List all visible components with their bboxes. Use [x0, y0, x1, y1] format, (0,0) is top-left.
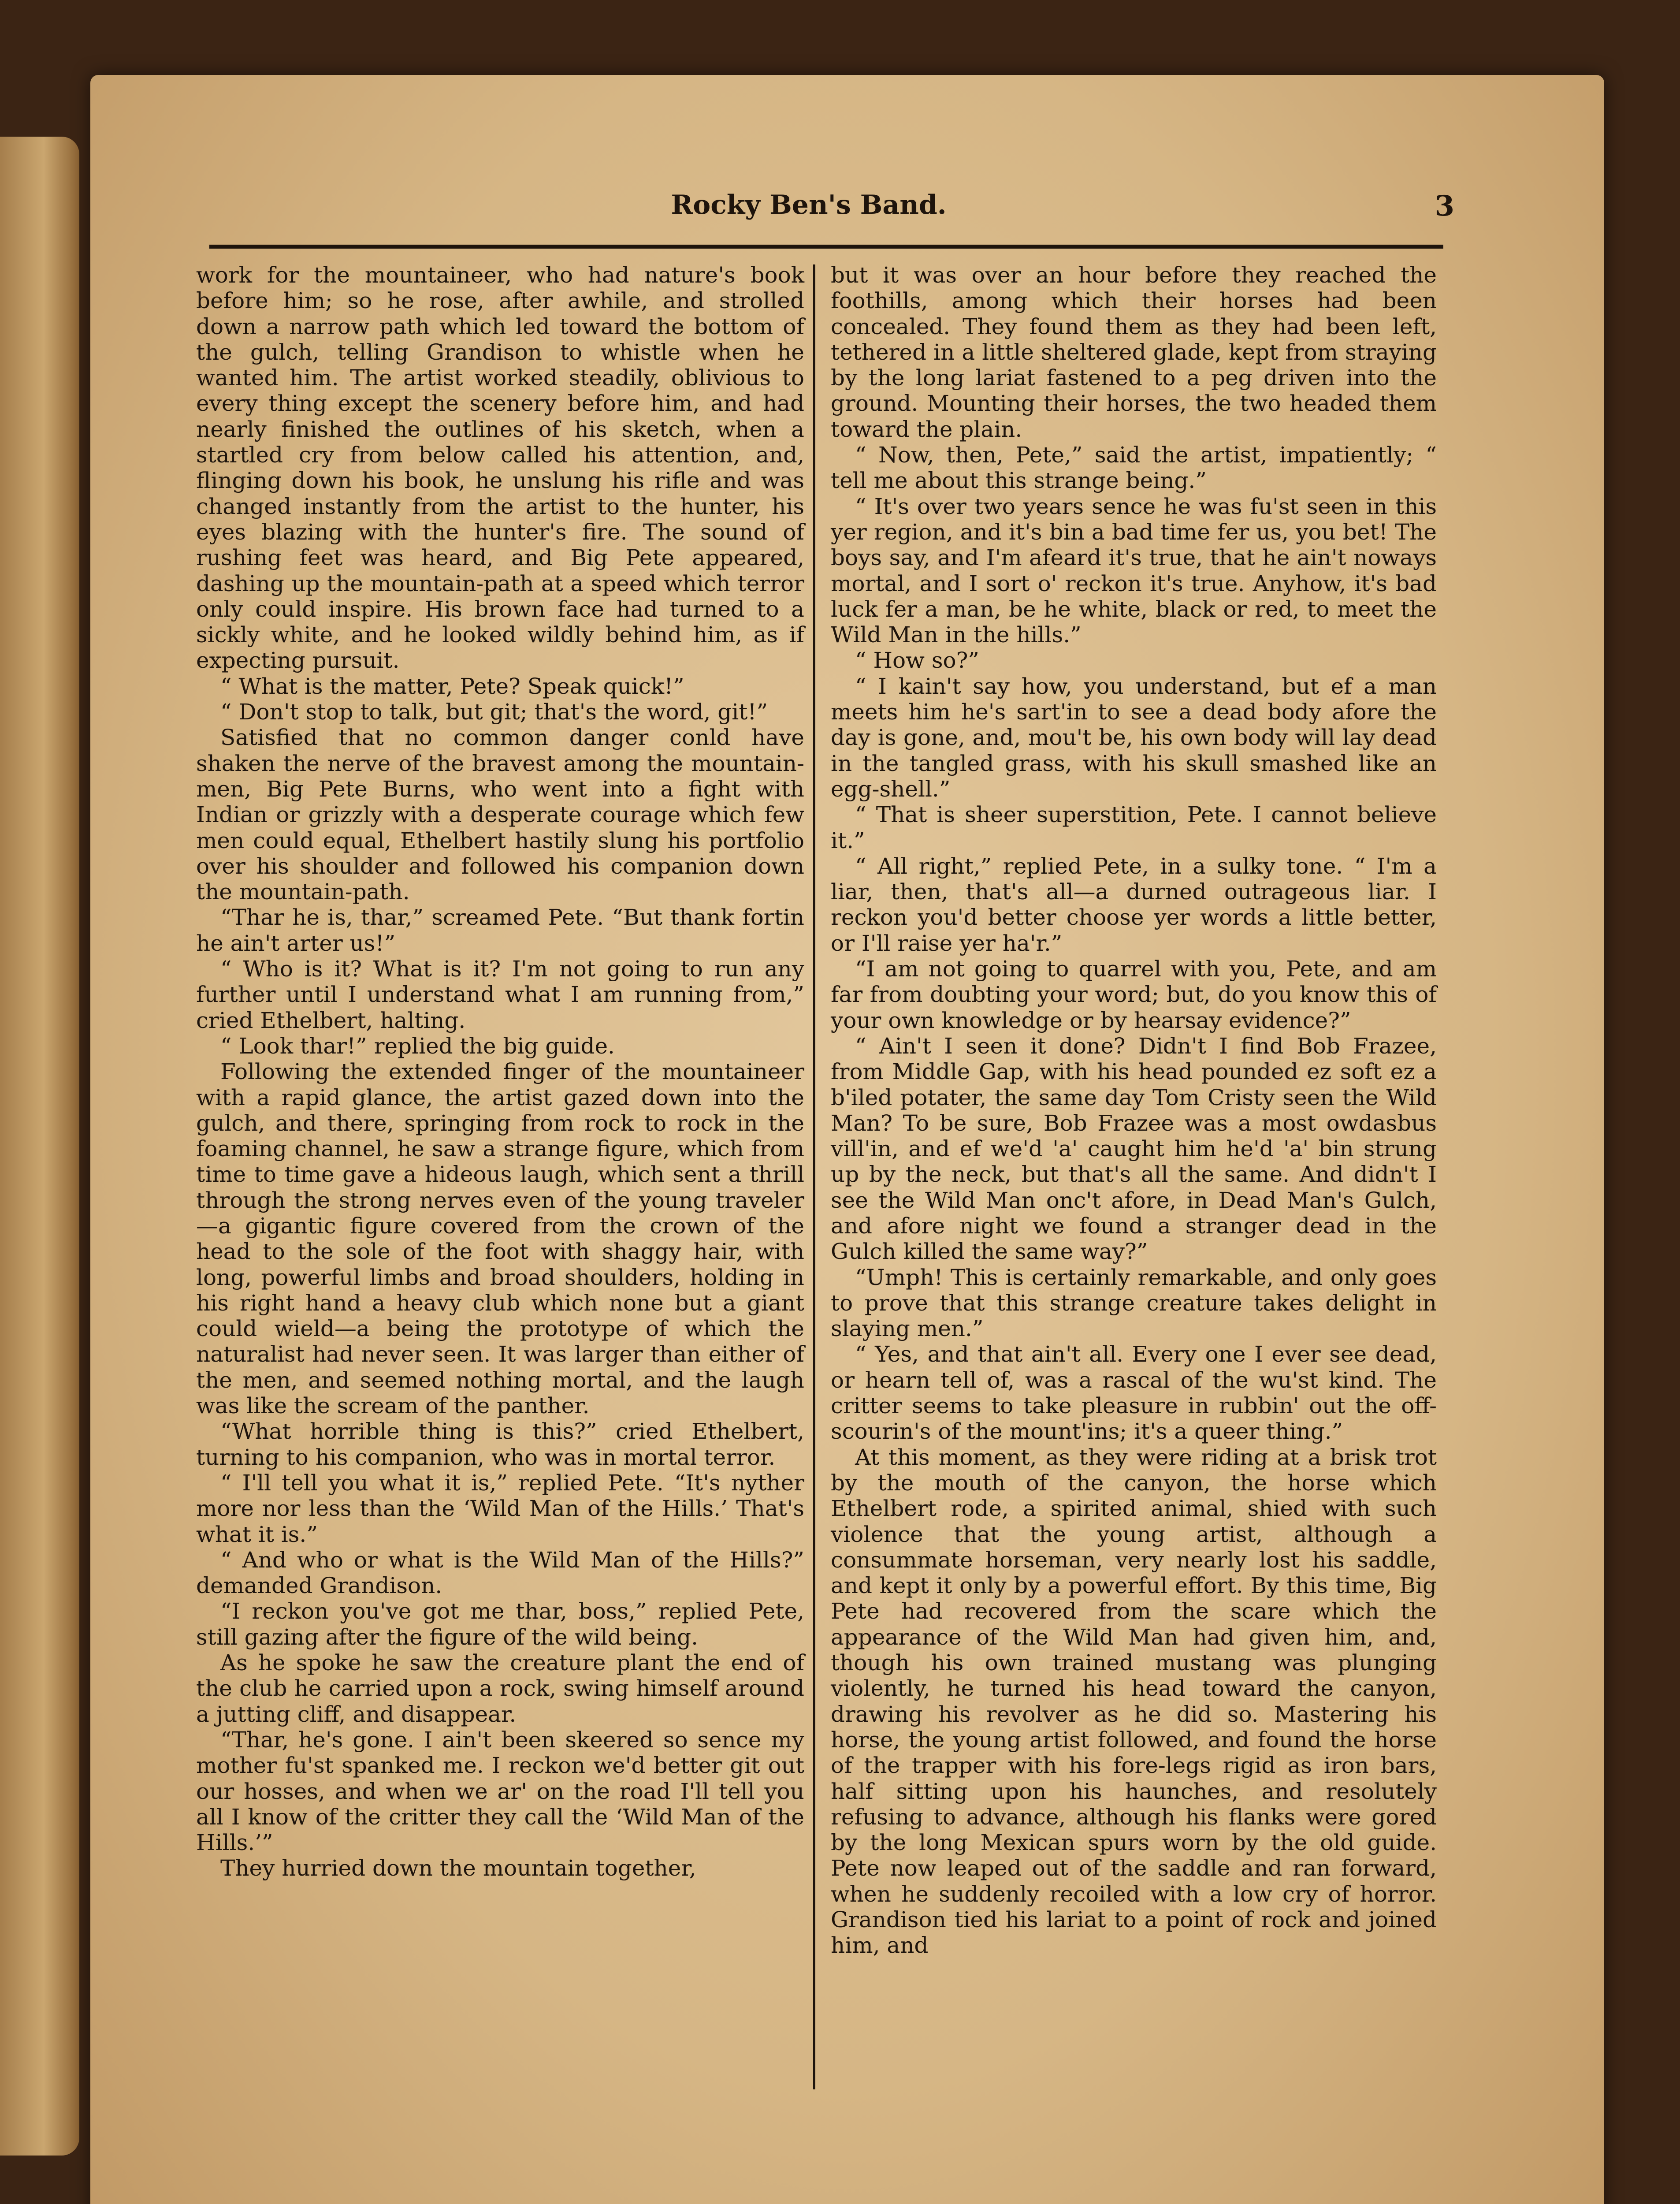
running-title: Rocky Ben's Band.	[671, 190, 947, 220]
column-divider	[813, 264, 815, 2089]
paragraph: “ Don't stop to talk, but git; that's the word, git!”	[220, 699, 768, 725]
paragraph: “Thar he is, thar,” screamed Pete. “But thank fortin he ain't arter us!”	[196, 905, 804, 956]
paragraph: “I reckon you've got me thar, boss,” replied Pete, still gazing after the figure of the wild being.	[196, 1598, 804, 1650]
left-text-column	[196, 262, 804, 1881]
paragraph: “ I kain't say how, you understand, but ef a man meets him he's sart'in to see a dead body afore the day is gone, and, mou't be, his own body will lay dead in the tangled grass, with his skull smashed like an egg-shell.”	[831, 673, 1437, 802]
paragraph: but it was over an hour before they reached the foothills, among which their horses had been concealed. They found them as they had been left, tethered in a little sheltered glade, kept from straying by the long lariat fastened to a peg driven into the ground. Mounting their horses, the two headed them toward the plain.	[831, 262, 1437, 442]
paragraph: “ And who or what is the Wild Man of the Hills?” demanded Grandison.	[196, 1547, 804, 1599]
paragraph: “Thar, he's gone. I ain't been skeered so sence my mother fu'st spanked me. I reckon we'd better git out our hosses, and when we ar' on the road I'll tell you all I know of the critter they call the ‘Wild Man of the Hills.’”	[196, 1727, 804, 1856]
paragraph: “ I'll tell you what it is,” replied Pete. “It's nyther more nor less than the ‘Wild Man of the Hills.’ That's what it is.”	[196, 1470, 804, 1547]
paragraph: “Umph! This is certainly remarkable, and only goes to prove that this strange creature takes delight in slaying men.”	[831, 1264, 1437, 1342]
page-number: 3	[1435, 190, 1454, 223]
paragraph: “What horrible thing is this?” cried Ethelbert, turning to his companion, who was in mortal terror.	[196, 1418, 804, 1470]
paragraph: Satisfied that no common danger conld have shaken the nerve of the bravest among the mountain-men, Big Pete Burns, who went into a fight with Indian or grizzly with a desperate courage which few men could equal, Ethelbert hastily slung his portfolio over his shoulder and followed his companion down the mountain-path.	[196, 725, 804, 905]
paragraph: work for the mountaineer, who had nature's book before him; so he rose, after awhile, and strolled down a narrow path which led toward the bottom of the gulch, telling Grandison to whistle when he wanted him. The artist worked steadily, oblivious to every thing except the scenery before him, and had nearly finished the outlines of his sketch, when a startled cry from below called his attention, and, flinging down his book, he unslung his rifle and was changed instantly from the artist to the hunter, his eyes blazing with the hunter's fire. The sound of rushing feet was heard, and Big Pete appeared, dashing up the mountain-path at a speed which terror only could inspire. His brown face had turned to a sickly white, and he looked wildly behind him, as if expecting pursuit.	[196, 262, 804, 674]
paragraph: “ All right,” replied Pete, in a sulky tone. “ I'm a liar, then, that's all—a durned outrageous liar. I reckon you'd better choose yer words a little better, or I'll raise yer ha'r.”	[831, 853, 1437, 956]
paragraph: “ Who is it? What is it? I'm not going to run any further until I understand what I am running from,” cried Ethelbert, halting.	[196, 956, 804, 1033]
header-rule	[209, 245, 1443, 249]
page-header	[174, 190, 1454, 238]
paragraph: At this moment, as they were riding at a brisk trot by the mouth of the canyon, the horse which Ethelbert rode, a spirited animal, shied with such violence that the young artist, although a consummate horseman, very nearly lost his saddle, and kept it only by a powerful effort. By this time, Big Pete had recovered from the scare which the appearance of the Wild Man had given him, and, though his own trained mustang was plunging violently, he turned his head toward the canyon, drawing his revolver as he did so. Mastering his horse, the young artist followed, and found the horse of the trapper with his fore-legs rigid as iron bars, half sitting upon his haunches, and resolutely refusing to advance, although his flanks were gored by the long Mexican spurs worn by the old guide. Pete now leaped out of the saddle and ran forward, when he suddenly recoiled with a low cry of horror. Grandison tied his lariat to a point of rock and joined him, and	[831, 1444, 1437, 1958]
paragraph: As he spoke he saw the creature plant the end of the club he carried upon a rock, swing himself around a jutting cliff, and disappear.	[196, 1650, 804, 1727]
paragraph: “ Yes, and that ain't all. Every one I ever see dead, or hearn tell of, was a rascal of the wu'st kind. The critter seems to take pleasure in rubbin' out the off-scourin's of the mount'ins; it's a queer thing.”	[831, 1341, 1437, 1445]
paragraph: “ Ain't I seen it done? Didn't I find Bob Frazee, from Middle Gap, with his head pounded ez soft ez a b'iled potater, the same day Tom Cristy seen the Wild Man? To be sure, Bob Frazee was a most owdasbus vill'in, and ef we'd 'a' caught him he'd 'a' bin strung up by the neck, but that's all the same. And didn't I see the Wild Man onc't afore, in Dead Man's Gulch, and afore night we found a stranger dead in the Gulch killed the same way?”	[831, 1033, 1437, 1265]
paragraph: “ Now, then, Pete,” said the artist, impatiently; “ tell me about this strange being.”	[831, 442, 1437, 494]
paragraph: “ That is sheer superstition, Pete. I cannot believe it.”	[831, 802, 1437, 853]
right-text-column	[831, 262, 1437, 1958]
paragraph: “ It's over two years sence he was fu'st seen in this yer region, and it's bin a bad time fer us, you bet! The boys say, and I'm afeard it's true, that he ain't noways mortal, and I sort o' reckon it's true. Anyhow, it's bad luck fer a man, be he white, black or red, to meet the Wild Man in the hills.”	[831, 493, 1437, 648]
paragraph: “ What is the matter, Pete? Speak quick!”	[220, 673, 684, 699]
adjacent-page-edge	[0, 137, 79, 2156]
paragraph: “ How so?”	[855, 648, 979, 674]
paragraph: “ Look thar!” replied the big guide.	[220, 1033, 615, 1059]
paragraph: Following the extended finger of the mountaineer with a rapid glance, the artist gazed down into the gulch, and there, springing from rock to rock in the foaming channel, he saw a strange figure, which from time to time gave a hideous laugh, which sent a thrill through the strong nerves even of the young traveler—a gigantic figure covered from the crown of the head to the sole of the foot with shaggy hair, with long, powerful limbs and broad shoulders, holding in his right hand a heavy club which none but a giant could wield—a being the prototype of which the naturalist had never seen. It was larger than either of the men, and seemed nothing mortal, and the laugh was like the scream of the panther.	[196, 1059, 804, 1419]
paragraph: “I am not going to quarrel with you, Pete, and am far from doubting your word; but, do you know this of your own knowledge or by hearsay evidence?”	[831, 956, 1437, 1033]
paragraph: They hurried down the mountain together,	[220, 1855, 696, 1881]
